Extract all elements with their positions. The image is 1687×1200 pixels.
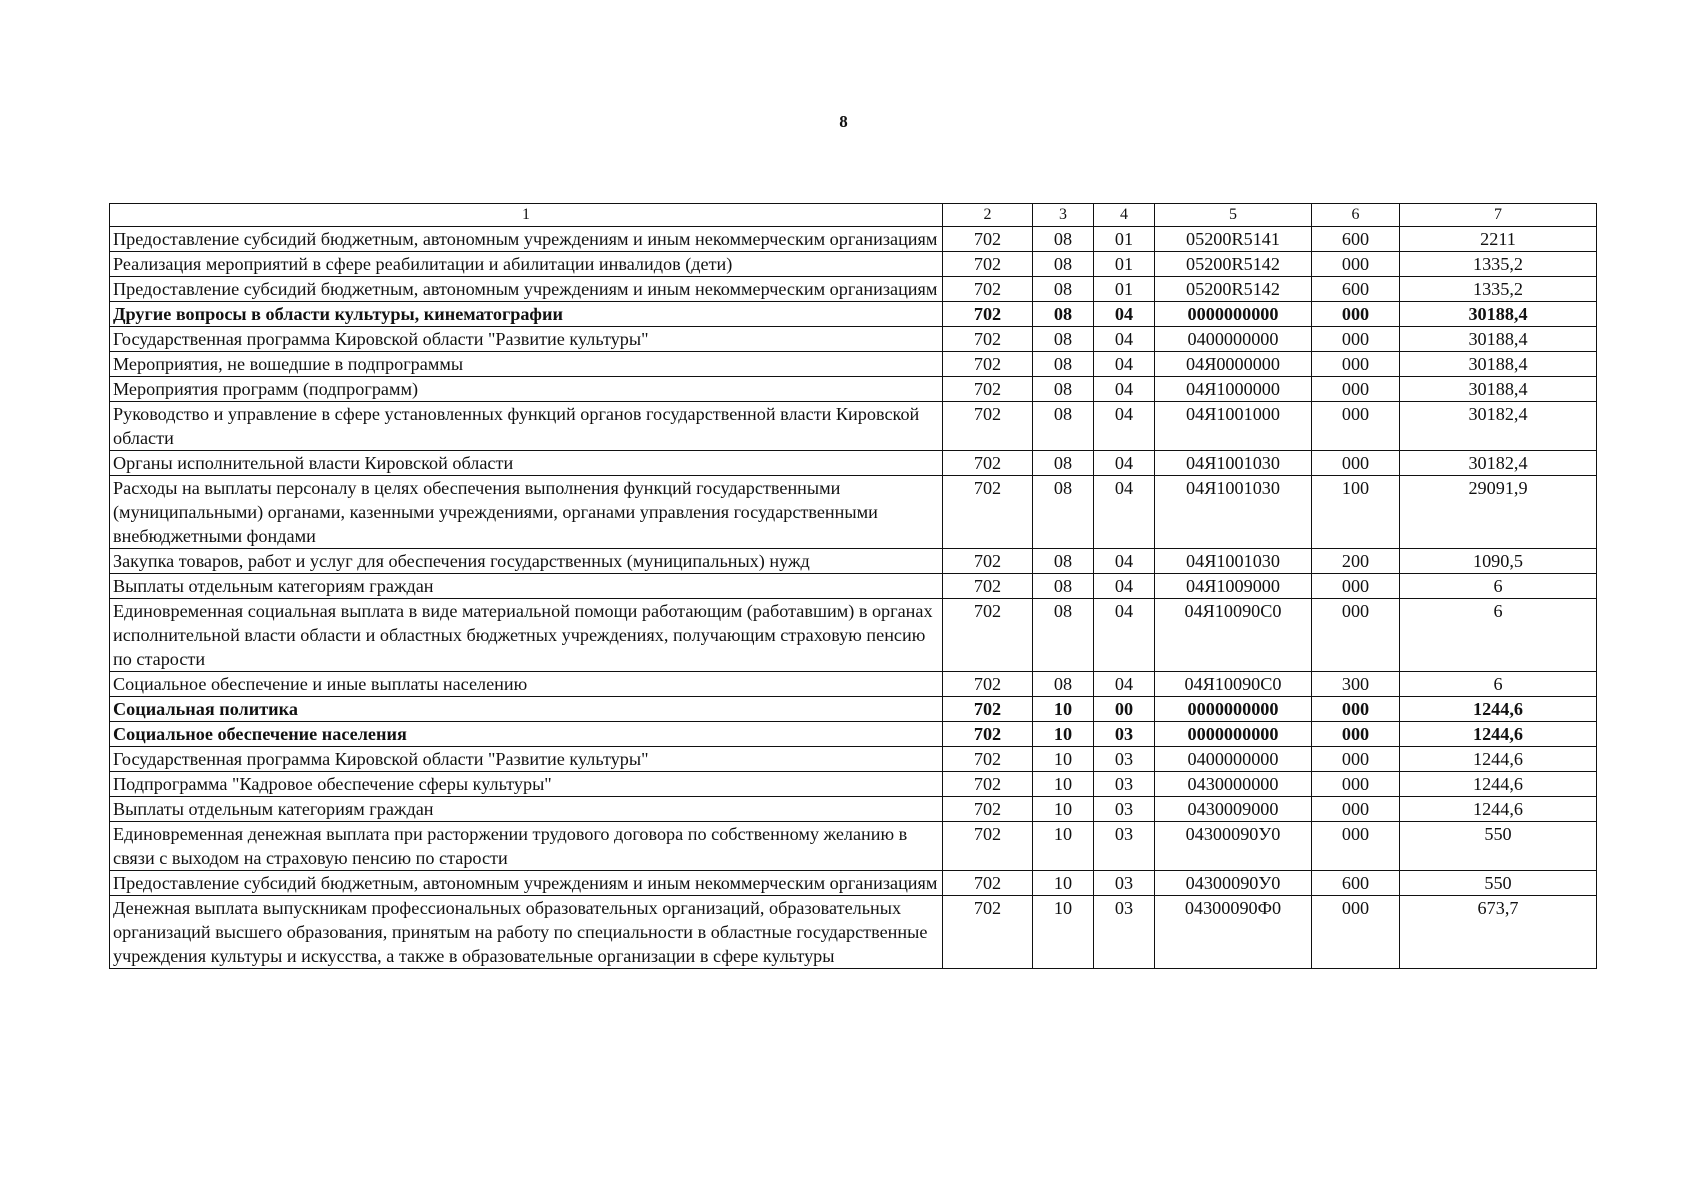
row-amount-cell: 1244,6 xyxy=(1400,772,1597,797)
row-expense-type-cell: 100 xyxy=(1312,476,1400,549)
row-section-cell: 08 xyxy=(1033,476,1094,549)
row-amount-cell: 1335,2 xyxy=(1400,252,1597,277)
row-subsection-cell: 03 xyxy=(1094,772,1155,797)
row-amount-cell: 1244,6 xyxy=(1400,797,1597,822)
column-header: 1 xyxy=(110,204,943,227)
row-target-article-cell: 05200R5141 xyxy=(1155,227,1312,252)
row-expense-type-cell: 000 xyxy=(1312,822,1400,871)
row-subsection-cell: 01 xyxy=(1094,252,1155,277)
row-name-cell: Расходы на выплаты персоналу в целях обеспечения выполнения функций государственными (муниципальными) органами, казенными учреждениями, органами управления государственными внебюджетными фондами xyxy=(110,476,943,549)
row-expense-type-cell: 000 xyxy=(1312,377,1400,402)
row-target-article-cell: 04Я0000000 xyxy=(1155,352,1312,377)
row-section-cell: 08 xyxy=(1033,227,1094,252)
row-target-article-cell: 0430009000 xyxy=(1155,797,1312,822)
row-name-cell: Единовременная социальная выплата в виде материальной помощи работающим (работавшим) в органах исполнительной власти области и областных бюджетных учреждениях, получающим страховую пенсию по старости xyxy=(110,599,943,672)
row-ministry-code-cell: 702 xyxy=(943,672,1033,697)
row-target-article-cell: 04Я10090С0 xyxy=(1155,599,1312,672)
row-name-cell: Предоставление субсидий бюджетным, автономным учреждениям и иным некоммерческим организациям xyxy=(110,871,943,896)
row-amount-cell: 6 xyxy=(1400,672,1597,697)
row-target-article-cell: 0400000000 xyxy=(1155,747,1312,772)
row-target-article-cell: 05200R5142 xyxy=(1155,252,1312,277)
row-target-article-cell: 04300090У0 xyxy=(1155,822,1312,871)
row-subsection-cell: 03 xyxy=(1094,722,1155,747)
row-section-cell: 08 xyxy=(1033,599,1094,672)
table-body xyxy=(110,227,1597,969)
row-name-cell: Единовременная денежная выплата при расторжении трудового договора по собственному желанию в связи с выходом на страховую пенсию по старости xyxy=(110,822,943,871)
row-expense-type-cell: 000 xyxy=(1312,402,1400,451)
row-ministry-code-cell: 702 xyxy=(943,574,1033,599)
row-name-cell: Государственная программа Кировской области "Развитие культуры" xyxy=(110,747,943,772)
row-ministry-code-cell: 702 xyxy=(943,772,1033,797)
row-subsection-cell: 04 xyxy=(1094,549,1155,574)
table-row xyxy=(110,672,1597,697)
row-amount-cell: 1244,6 xyxy=(1400,722,1597,747)
row-expense-type-cell: 600 xyxy=(1312,227,1400,252)
row-section-cell: 08 xyxy=(1033,277,1094,302)
row-name-cell: Предоставление субсидий бюджетным, автономным учреждениям и иным некоммерческим организациям xyxy=(110,227,943,252)
column-header: 7 xyxy=(1400,204,1597,227)
row-name-cell: Выплаты отдельным категориям граждан xyxy=(110,574,943,599)
row-amount-cell: 1335,2 xyxy=(1400,277,1597,302)
column-header: 4 xyxy=(1094,204,1155,227)
row-subsection-cell: 04 xyxy=(1094,451,1155,476)
row-name-cell: Предоставление субсидий бюджетным, автономным учреждениям и иным некоммерческим организациям xyxy=(110,277,943,302)
row-subsection-cell: 03 xyxy=(1094,797,1155,822)
row-section-cell: 08 xyxy=(1033,451,1094,476)
row-target-article-cell: 0430000000 xyxy=(1155,772,1312,797)
row-target-article-cell: 04Я1001030 xyxy=(1155,549,1312,574)
row-target-article-cell: 0000000000 xyxy=(1155,302,1312,327)
row-ministry-code-cell: 702 xyxy=(943,252,1033,277)
row-target-article-cell: 0000000000 xyxy=(1155,722,1312,747)
row-name-cell: Мероприятия, не вошедшие в подпрограммы xyxy=(110,352,943,377)
row-expense-type-cell: 000 xyxy=(1312,697,1400,722)
row-expense-type-cell: 300 xyxy=(1312,672,1400,697)
row-expense-type-cell: 600 xyxy=(1312,277,1400,302)
row-target-article-cell: 04Я1001030 xyxy=(1155,451,1312,476)
row-subsection-cell: 04 xyxy=(1094,672,1155,697)
table-row xyxy=(110,797,1597,822)
row-name-cell: Социальное обеспечение и иные выплаты населению xyxy=(110,672,943,697)
row-ministry-code-cell: 702 xyxy=(943,352,1033,377)
row-name-cell: Руководство и управление в сфере установленных функций органов государственной власти Кировской области xyxy=(110,402,943,451)
row-ministry-code-cell: 702 xyxy=(943,227,1033,252)
row-ministry-code-cell: 702 xyxy=(943,476,1033,549)
table-row xyxy=(110,451,1597,476)
row-subsection-cell: 04 xyxy=(1094,574,1155,599)
table-row xyxy=(110,747,1597,772)
row-section-cell: 08 xyxy=(1033,672,1094,697)
row-subsection-cell: 00 xyxy=(1094,697,1155,722)
row-subsection-cell: 04 xyxy=(1094,476,1155,549)
column-header: 3 xyxy=(1033,204,1094,227)
row-section-cell: 10 xyxy=(1033,747,1094,772)
row-ministry-code-cell: 702 xyxy=(943,277,1033,302)
row-expense-type-cell: 000 xyxy=(1312,252,1400,277)
row-subsection-cell: 01 xyxy=(1094,227,1155,252)
table-row xyxy=(110,822,1597,871)
row-section-cell: 08 xyxy=(1033,252,1094,277)
table-row xyxy=(110,871,1597,896)
table-row xyxy=(110,327,1597,352)
row-section-cell: 10 xyxy=(1033,871,1094,896)
row-name-cell: Социальное обеспечение населения xyxy=(110,722,943,747)
row-amount-cell: 30188,4 xyxy=(1400,352,1597,377)
row-ministry-code-cell: 702 xyxy=(943,797,1033,822)
row-ministry-code-cell: 702 xyxy=(943,377,1033,402)
row-subsection-cell: 04 xyxy=(1094,377,1155,402)
row-section-cell: 08 xyxy=(1033,352,1094,377)
row-subsection-cell: 01 xyxy=(1094,277,1155,302)
table-row xyxy=(110,549,1597,574)
table-row xyxy=(110,476,1597,549)
row-amount-cell: 550 xyxy=(1400,822,1597,871)
table-row xyxy=(110,227,1597,252)
row-expense-type-cell: 000 xyxy=(1312,722,1400,747)
row-subsection-cell: 03 xyxy=(1094,822,1155,871)
row-ministry-code-cell: 702 xyxy=(943,599,1033,672)
row-name-cell: Другие вопросы в области культуры, кинематографии xyxy=(110,302,943,327)
row-amount-cell: 1244,6 xyxy=(1400,697,1597,722)
table-row xyxy=(110,896,1597,969)
row-target-article-cell: 04Я10090С0 xyxy=(1155,672,1312,697)
row-section-cell: 08 xyxy=(1033,402,1094,451)
table-row xyxy=(110,722,1597,747)
row-section-cell: 08 xyxy=(1033,574,1094,599)
row-ministry-code-cell: 702 xyxy=(943,747,1033,772)
row-name-cell: Мероприятия программ (подпрограмм) xyxy=(110,377,943,402)
row-amount-cell: 30188,4 xyxy=(1400,377,1597,402)
row-ministry-code-cell: 702 xyxy=(943,302,1033,327)
row-expense-type-cell: 000 xyxy=(1312,352,1400,377)
row-expense-type-cell: 000 xyxy=(1312,302,1400,327)
row-ministry-code-cell: 702 xyxy=(943,327,1033,352)
row-subsection-cell: 04 xyxy=(1094,402,1155,451)
row-ministry-code-cell: 702 xyxy=(943,896,1033,969)
row-amount-cell: 30188,4 xyxy=(1400,327,1597,352)
row-ministry-code-cell: 702 xyxy=(943,871,1033,896)
row-amount-cell: 673,7 xyxy=(1400,896,1597,969)
column-header: 2 xyxy=(943,204,1033,227)
row-target-article-cell: 04Я1001030 xyxy=(1155,476,1312,549)
row-subsection-cell: 04 xyxy=(1094,352,1155,377)
row-ministry-code-cell: 702 xyxy=(943,451,1033,476)
row-expense-type-cell: 000 xyxy=(1312,599,1400,672)
row-amount-cell: 550 xyxy=(1400,871,1597,896)
row-name-cell: Денежная выплата выпускникам профессиональных образовательных организаций, образовательных организаций высшего образования, принятым на работу по специальности в областные государственные учреждения культуры и искусства, а также в образовательные организации в сфере культуры xyxy=(110,896,943,969)
row-subsection-cell: 04 xyxy=(1094,599,1155,672)
row-amount-cell: 30188,4 xyxy=(1400,302,1597,327)
row-subsection-cell: 04 xyxy=(1094,302,1155,327)
column-header: 5 xyxy=(1155,204,1312,227)
row-section-cell: 10 xyxy=(1033,822,1094,871)
table-row xyxy=(110,302,1597,327)
row-section-cell: 10 xyxy=(1033,772,1094,797)
row-section-cell: 10 xyxy=(1033,722,1094,747)
row-ministry-code-cell: 702 xyxy=(943,697,1033,722)
row-name-cell: Выплаты отдельным категориям граждан xyxy=(110,797,943,822)
row-section-cell: 08 xyxy=(1033,377,1094,402)
row-name-cell: Органы исполнительной власти Кировской области xyxy=(110,451,943,476)
row-target-article-cell: 04Я1000000 xyxy=(1155,377,1312,402)
row-ministry-code-cell: 702 xyxy=(943,549,1033,574)
row-expense-type-cell: 000 xyxy=(1312,747,1400,772)
row-amount-cell: 6 xyxy=(1400,574,1597,599)
table-row xyxy=(110,352,1597,377)
row-target-article-cell: 0400000000 xyxy=(1155,327,1312,352)
row-section-cell: 08 xyxy=(1033,549,1094,574)
row-section-cell: 08 xyxy=(1033,302,1094,327)
row-ministry-code-cell: 702 xyxy=(943,722,1033,747)
row-name-cell: Социальная политика xyxy=(110,697,943,722)
row-expense-type-cell: 000 xyxy=(1312,574,1400,599)
table-row xyxy=(110,277,1597,302)
row-amount-cell: 6 xyxy=(1400,599,1597,672)
row-amount-cell: 2211 xyxy=(1400,227,1597,252)
row-expense-type-cell: 000 xyxy=(1312,772,1400,797)
budget-table xyxy=(109,203,1597,969)
row-ministry-code-cell: 702 xyxy=(943,822,1033,871)
row-name-cell: Государственная программа Кировской области "Развитие культуры" xyxy=(110,327,943,352)
row-subsection-cell: 03 xyxy=(1094,747,1155,772)
row-section-cell: 10 xyxy=(1033,896,1094,969)
row-expense-type-cell: 200 xyxy=(1312,549,1400,574)
row-amount-cell: 1244,6 xyxy=(1400,747,1597,772)
row-subsection-cell: 04 xyxy=(1094,327,1155,352)
row-expense-type-cell: 000 xyxy=(1312,327,1400,352)
row-target-article-cell: 0000000000 xyxy=(1155,697,1312,722)
row-amount-cell: 30182,4 xyxy=(1400,402,1597,451)
row-expense-type-cell: 600 xyxy=(1312,871,1400,896)
row-target-article-cell: 05200R5142 xyxy=(1155,277,1312,302)
table-row xyxy=(110,574,1597,599)
row-expense-type-cell: 000 xyxy=(1312,896,1400,969)
row-target-article-cell: 04300090У0 xyxy=(1155,871,1312,896)
row-expense-type-cell: 000 xyxy=(1312,451,1400,476)
row-name-cell: Подпрограмма "Кадровое обеспечение сферы культуры" xyxy=(110,772,943,797)
row-amount-cell: 1090,5 xyxy=(1400,549,1597,574)
row-ministry-code-cell: 702 xyxy=(943,402,1033,451)
table-row xyxy=(110,402,1597,451)
row-target-article-cell: 04300090Ф0 xyxy=(1155,896,1312,969)
table-row xyxy=(110,772,1597,797)
page-number: 8 xyxy=(839,112,848,131)
table-row xyxy=(110,252,1597,277)
row-subsection-cell: 03 xyxy=(1094,896,1155,969)
row-amount-cell: 29091,9 xyxy=(1400,476,1597,549)
table-row xyxy=(110,599,1597,672)
row-section-cell: 10 xyxy=(1033,697,1094,722)
table-row xyxy=(110,377,1597,402)
column-header: 6 xyxy=(1312,204,1400,227)
table-header-row xyxy=(110,204,1597,227)
row-section-cell: 10 xyxy=(1033,797,1094,822)
row-name-cell: Закупка товаров, работ и услуг для обеспечения государственных (муниципальных) нужд xyxy=(110,549,943,574)
row-target-article-cell: 04Я1001000 xyxy=(1155,402,1312,451)
row-target-article-cell: 04Я1009000 xyxy=(1155,574,1312,599)
row-amount-cell: 30182,4 xyxy=(1400,451,1597,476)
table-row xyxy=(110,697,1597,722)
row-subsection-cell: 03 xyxy=(1094,871,1155,896)
row-name-cell: Реализация мероприятий в сфере реабилитации и абилитации инвалидов (дети) xyxy=(110,252,943,277)
row-section-cell: 08 xyxy=(1033,327,1094,352)
row-expense-type-cell: 000 xyxy=(1312,797,1400,822)
